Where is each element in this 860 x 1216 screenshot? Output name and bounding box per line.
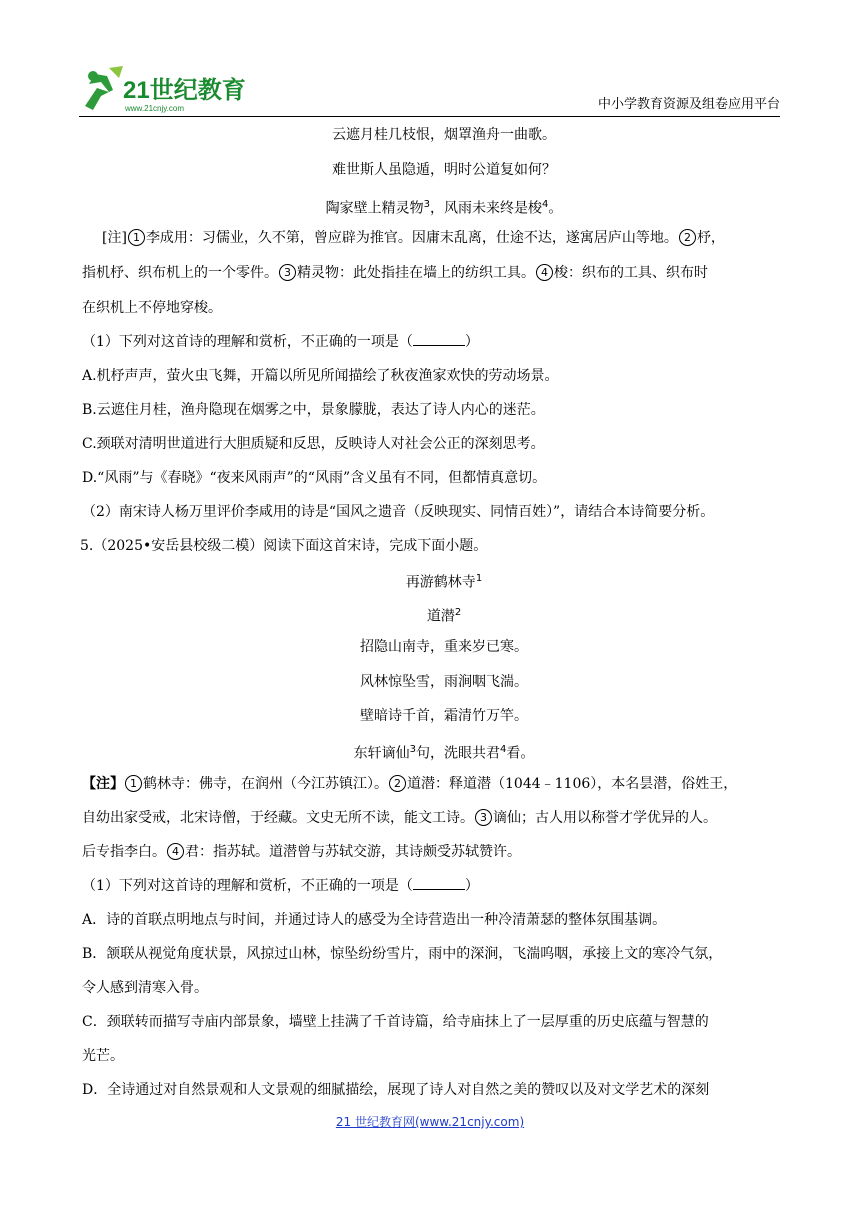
note-line: [注] 1 李成用：习儒业，久不第，曾应辟为推官。因庸末乱离，仕途不达，遂寓居庐山等地。 2 杼，: [102, 230, 725, 246]
poem-line: 陶家壁上精灵物$^3$，风雨未来终是梭$^4$。: [325, 199, 563, 217]
logo-21cnjy: [79, 66, 259, 116]
option-b: B.云遮住月桂，渔舟隐现在烟雾之中，景象朦胧，表达了诗人内心的迷茫。: [82, 402, 545, 418]
question-2: （2）南宋诗人杨万里评价李咸用的诗是“国风之遗音（反映现实、同情百姓）”，请结合本诗简要分析。: [82, 504, 715, 520]
platform-name: 中小学教育资源及组卷应用平台: [597, 97, 780, 112]
answer-blank[interactable]: [413, 877, 465, 890]
svg-text:21世纪教育: 21世纪教育: [123, 77, 246, 104]
option-b: B．颔联从视觉角度状景，风掠过山林，惊坠纷纷雪片，雨中的深涧，飞湍呜咽，承接上文的寒冷气氛，: [82, 946, 723, 962]
question-stem: （1）下列对这首诗的理解和赏析，不正确的一项是（ ）: [82, 334, 479, 350]
poem-line: 难世斯人虽隐遁，明时公道复如何？: [332, 162, 556, 178]
page-header: [79, 66, 780, 117]
poem-line: 风林惊坠雪，雨涧咽飞湍。: [360, 674, 528, 690]
poem-title: 再游鹤林寺$^1$: [405, 573, 483, 591]
poem-line: 招隐山南寺，重来岁已寒。: [360, 639, 528, 655]
poem-line: 壁暗诗千首，霜清竹万竿。: [360, 708, 528, 724]
option-c: C.颈联对清明世道进行大胆质疑和反思，反映诗人对社会公正的深刻思考。: [82, 436, 545, 452]
option-a: A.机杼声声，萤火虫飞舞，开篇以所见所闻描绘了秋夜渔家欢快的劳动场景。: [82, 368, 559, 384]
option-b-cont: 令人感到清寒入骨。: [82, 980, 208, 996]
question-stem: （1）下列对这首诗的理解和赏析，不正确的一项是（ ）: [82, 878, 479, 894]
option-a: A．诗的首联点明地点与时间，并通过诗人的感受为全诗营造出一种冷清萧瑟的整体氛围基调。: [82, 912, 667, 928]
note-line: 【注】 1 鹤林寺：佛寺，在润州（今江苏镇江）。 2 道潜：释道潜（1044﹣1106），本名昙潜，俗姓王，: [82, 776, 738, 792]
option-c: C．颈联转而描写寺庙内部景象，墙壁上挂满了千首诗篇，给寺庙抹上了一层厚重的历史底蕴与智慧的: [82, 1014, 709, 1030]
answer-blank[interactable]: [413, 333, 465, 346]
question-5-stem: 5.（2025•安岳县校级二模）阅读下面这首宋诗，完成下面小题。: [80, 538, 488, 554]
option-d: D．全诗通过对自然景观和人文景观的细腻描绘，展现了诗人对自然之美的赞叹以及对文学艺术的深刻: [82, 1082, 710, 1098]
note-line: 指机杼、织布机上的一个零件。 3 精灵物：此处指挂在墙上的纺织工具。 4 梭：织布的工具、织布时: [82, 265, 708, 281]
footer-link[interactable]: 21 世纪教育网(www.21cnjy.com): [335, 1115, 525, 1129]
note-line: 后专指李白。 4 君：指苏轼。道潜曾与苏轼交游，其诗颇受苏轼赞许。: [82, 844, 521, 860]
poem-author: 道潜$^2$: [426, 607, 462, 625]
option-d: D.“风雨”与《春晓》“夜来风雨声”的“风雨”含义虽有不同，但都情真意切。: [82, 470, 547, 486]
option-c-cont: 光芒。: [82, 1048, 124, 1064]
note-line: 在织机上不停地穿梭。: [82, 300, 222, 316]
poem-line: 云遮月桂几枝恨，烟罩渔舟一曲歌。: [332, 127, 556, 143]
note-line: 自幼出家受戒，北宋诗僧，于经藏。文史无所不读，能文工诗。 3 谪仙；古人用以称誉才学优异的人。: [82, 810, 717, 826]
poem-line: 东轩谪仙$^3$句，洗眼共君$^4$看。: [353, 744, 535, 762]
svg-text:www.21cnjy.com: www.21cnjy.com: [125, 104, 184, 113]
